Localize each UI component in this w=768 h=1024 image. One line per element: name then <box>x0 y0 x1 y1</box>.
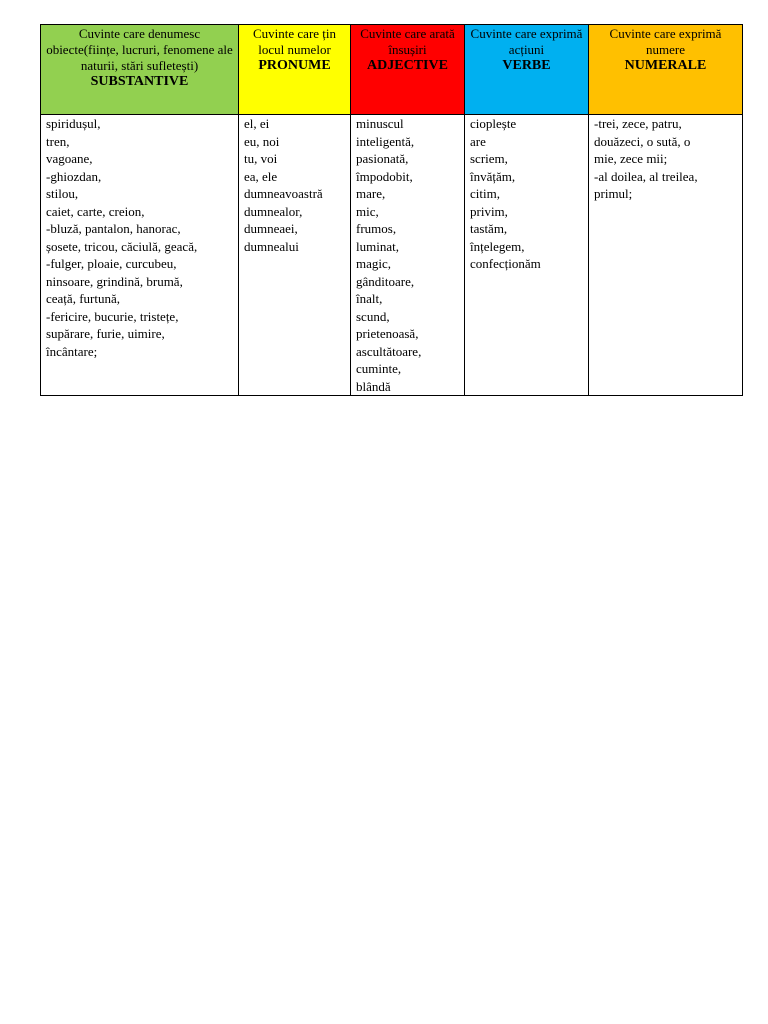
word-item: încântare; <box>46 343 98 359</box>
cell-adjective <box>351 115 465 396</box>
word-item: primul; <box>594 186 633 201</box>
word-item: tren, <box>46 133 70 149</box>
words-row <box>41 115 743 396</box>
word-item: înțelegem, <box>470 238 525 254</box>
word-item: ninsoare, grindină, brumă, <box>46 273 183 289</box>
word-item: caiet, carte, creion, <box>46 203 145 219</box>
word-item: dumnealor, <box>244 203 303 219</box>
header-title: PRONUME <box>258 58 331 73</box>
word-item: tastăm, <box>470 221 508 236</box>
header-description: Cuvinte care arată însușiri <box>360 26 455 57</box>
word-item: ascultătoare, <box>356 343 422 359</box>
word-item: pasionată, <box>356 151 409 166</box>
word-item: el, ei <box>244 116 270 131</box>
word-item: gânditoare, <box>356 273 415 289</box>
word-item: magic, <box>356 256 392 271</box>
word-item: douăzeci, o sută, o <box>594 133 691 149</box>
header-description: Cuvinte care denumesc obiecte(ființe, lucruri, fenomene ale naturii, stări sufletești) <box>46 26 233 73</box>
word-item: prietenoasă, <box>356 326 419 341</box>
word-item: mie, zece mii; <box>594 151 668 166</box>
word-item: eu, noi <box>244 133 280 149</box>
word-item: cioplește <box>470 116 517 131</box>
word-item: șosete, tricou, căciulă, geacă, <box>46 238 198 254</box>
header-verbe <box>465 25 589 115</box>
word-item: minuscul <box>356 116 404 131</box>
word-item: frumos, <box>356 221 397 236</box>
word-item: dumneavoastră <box>244 186 323 201</box>
cell-pronume <box>239 115 351 396</box>
header-adjective <box>351 25 465 115</box>
word-item: -trei, zece, patru, <box>594 116 682 131</box>
word-item: dumnealui <box>244 238 299 254</box>
word-item: stilou, <box>46 186 79 201</box>
word-item: luminat, <box>356 238 399 254</box>
parts-of-speech-table <box>40 24 743 396</box>
word-item: împodobit, <box>356 168 413 184</box>
word-item: supărare, furie, uimire, <box>46 326 165 341</box>
word-item: ea, ele <box>244 168 278 184</box>
word-item: tu, voi <box>244 151 278 166</box>
header-title: NUMERALE <box>624 58 707 73</box>
header-substantive <box>41 25 239 115</box>
word-item: -ghiozdan, <box>46 168 102 184</box>
word-item: -fulger, ploaie, curcubeu, <box>46 256 177 271</box>
word-item: mare, <box>356 186 386 201</box>
word-item: -al doilea, al treilea, <box>594 168 698 184</box>
cell-verbe <box>465 115 589 396</box>
document-page <box>40 24 742 396</box>
header-row <box>41 25 743 115</box>
header-description: Cuvinte care exprimă numere <box>609 26 722 57</box>
word-item: vagoane, <box>46 151 93 166</box>
header-title: ADJECTIVE <box>367 58 448 73</box>
header-title: VERBE <box>502 58 551 73</box>
cell-numerale <box>589 115 743 396</box>
word-item: blândă <box>356 378 391 394</box>
word-item: dumneaei, <box>244 221 298 236</box>
word-item: înalt, <box>356 291 383 306</box>
word-item: inteligentă, <box>356 133 415 149</box>
word-item: cuminte, <box>356 361 402 376</box>
word-item: mic, <box>356 203 379 219</box>
header-pronume <box>239 25 351 115</box>
header-description: Cuvinte care țin locul numelor <box>252 26 337 57</box>
word-item: confecționăm <box>470 256 541 271</box>
word-item: -fericire, bucurie, tristețe, <box>46 308 179 324</box>
word-item: -bluză, pantalon, hanorac, <box>46 221 181 236</box>
word-item: scriem, <box>470 151 508 166</box>
word-item: ceață, furtună, <box>46 291 120 306</box>
word-item: privim, <box>470 203 508 219</box>
word-item: are <box>470 133 486 149</box>
word-item: spiridușul, <box>46 116 101 131</box>
cell-substantive <box>41 115 239 396</box>
header-description: Cuvinte care exprimă acțiuni <box>470 26 583 57</box>
header-numerale <box>589 25 743 115</box>
header-title: SUBSTANTIVE <box>90 74 189 89</box>
word-item: citim, <box>470 186 500 201</box>
word-item: scund, <box>356 308 390 324</box>
word-item: învățăm, <box>470 168 516 184</box>
